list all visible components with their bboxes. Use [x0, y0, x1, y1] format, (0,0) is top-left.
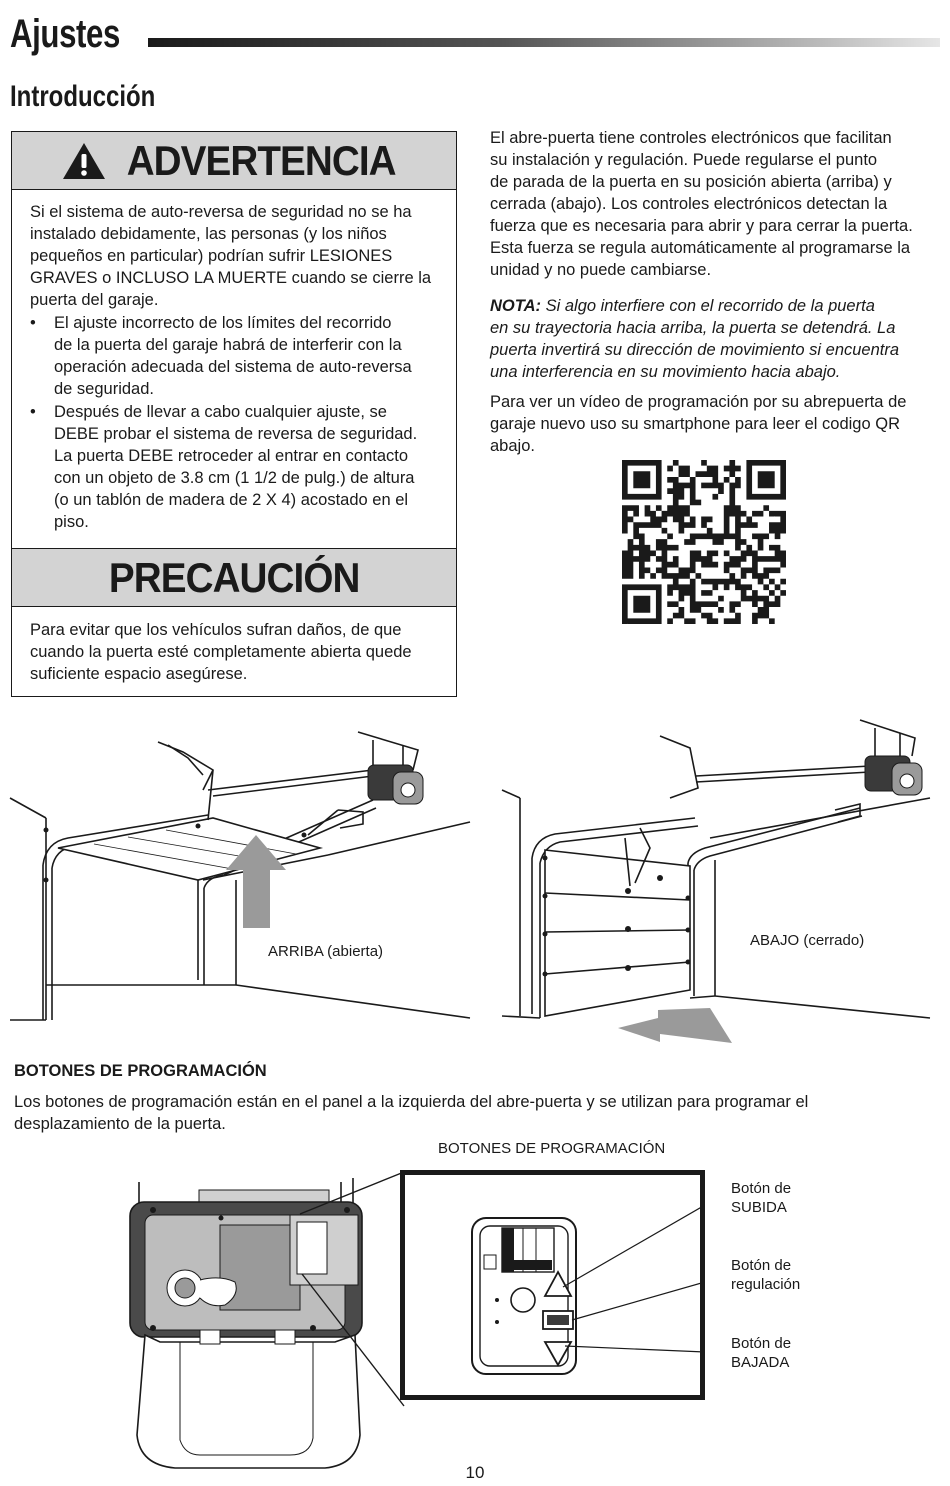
text-line: desplazamiento de la puerta.: [14, 1115, 226, 1133]
bullet-dot: •: [30, 314, 36, 332]
text-line: regulación: [731, 1276, 801, 1293]
warning-intro: [30, 201, 445, 311]
text-line: Los botones de programación están en el panel a la izquierda del abre-puerta y se utilizan para programar el: [14, 1093, 809, 1111]
text-line: DEBE probar el sistema de reversa de seguridad.: [54, 425, 418, 443]
text-line: unidad y no puede cambiarse.: [490, 261, 712, 279]
text-line: puerta del garaje.: [30, 291, 159, 309]
text-line: en su trayectoria hacia arriba, la puerta se detendrá. La: [490, 319, 896, 337]
text-line: Para evitar que los vehículos sufran daños, de que: [30, 621, 402, 639]
warning-box: [11, 131, 457, 697]
programming-figure-label: BOTONES DE PROGRAMACIÓN: [438, 1140, 666, 1157]
page-title: Ajustes: [10, 12, 120, 56]
text-line: cerrada (abajo). Los controles electrónicos detectan la: [490, 195, 888, 213]
qr-pattern: [622, 460, 786, 624]
text-line: instalado debidamente, las personas (y los niños: [30, 225, 387, 243]
section-title: Introducción: [10, 80, 156, 113]
text-line: de la puerta del garaje habrá de interferir con la: [54, 336, 402, 354]
callout-up-button: [731, 1179, 791, 1217]
text-line: su instalación y regulación. Puede regularse el punto: [490, 151, 878, 169]
detail-connector: [290, 1170, 410, 1410]
text-line: abajo.: [490, 437, 535, 455]
page-number: 10: [465, 1463, 485, 1482]
opener-motor-icon: [368, 765, 423, 804]
text-line: Botón de: [731, 1335, 792, 1352]
qr-code[interactable]: [622, 460, 786, 624]
text-line: El ajuste incorrecto de los límites del recorrido: [54, 314, 392, 332]
text-line: suficiente espacio asegúrese.: [30, 665, 248, 683]
text-line: piso.: [54, 513, 89, 531]
text-line: de seguridad.: [54, 380, 154, 398]
text-line: Esta fuerza se regula automáticamente al programarse la: [490, 239, 911, 257]
garage-door-down-illustration: [500, 718, 940, 1048]
text-line: Después de llevar a cabo cualquier ajuste, se: [54, 403, 387, 421]
text-line: garaje nuevo uso su smartphone para leer el codigo QR: [490, 415, 900, 433]
callout-adjust-button: [731, 1256, 800, 1294]
text-line: BAJADA: [731, 1354, 790, 1371]
figure-label-up: ARRIBA (abierta): [268, 943, 384, 960]
caution-heading: PRECAUCIÓN: [108, 553, 360, 601]
text-line: Si el sistema de auto-reversa de seguridad no se ha: [30, 203, 412, 221]
figure-label-down: ABAJO (cerrado): [750, 932, 865, 949]
text-line: El abre-puerta tiene controles electrónicos que facilitan: [490, 129, 892, 147]
caution-text: [30, 619, 445, 685]
text-line: fuerza que es necesaria para abrir y para cerrar la puerta.: [490, 217, 913, 235]
opener-motor-icon: [865, 756, 922, 795]
programming-description: [14, 1091, 934, 1135]
programming-panel-detail: [400, 1170, 705, 1400]
text-line: GRAVES o INCLUSO LA MUERTE cuando se cierre la: [30, 269, 432, 287]
bullet-dot: •: [30, 403, 36, 421]
callout-down-button: [731, 1334, 791, 1372]
text-line: de parada de la puerta en su posición abierta (arriba) y: [490, 173, 892, 191]
arrow-left-icon: [618, 1008, 732, 1043]
text-line: cuando la puerta esté completamente abierta quede: [30, 643, 412, 661]
garage-door-up-illustration: [8, 730, 478, 1030]
text-line: Para ver un vídeo de programación por su abrepuerta de: [490, 393, 907, 411]
note-paragraph: [490, 295, 935, 383]
warning-header: [12, 132, 456, 190]
text-line: una interferencia en su movimiento hacia abajo.: [490, 363, 841, 381]
text-line: con un objeto de 3.8 cm (1 1/2 de pulg.) de altura: [54, 469, 415, 487]
text-line: Botón de: [731, 1257, 792, 1274]
caution-header: [12, 548, 456, 607]
text-line: Botón de: [731, 1180, 792, 1197]
title-rule: [148, 38, 940, 47]
text-line: SUBIDA: [731, 1199, 787, 1216]
warning-heading: ADVERTENCIA: [126, 136, 396, 184]
qr-instructions: [490, 391, 935, 457]
text-line: (o un tablón de madera de 2 X 4) acostado en el: [54, 491, 409, 509]
warning-triangle-icon: [61, 141, 107, 181]
text-line: pequeños en particular) podrían sufrir LESIONES: [30, 247, 393, 265]
intro-paragraph: [490, 127, 935, 281]
programming-heading: BOTONES DE PROGRAMACIÓN: [14, 1062, 267, 1080]
text-line: Si algo interfiere con el recorrido de la puerta: [541, 297, 875, 315]
text-line: puerta invertirá su dirección de movimiento si encuentra: [490, 341, 900, 359]
note-label: NOTA:: [490, 297, 542, 315]
text-line: La puerta DEBE retroceder al entrar en contacto: [54, 447, 409, 465]
text-line: operación adecuada del sistema de auto-reversa: [54, 358, 412, 376]
adjust-button-icon: [543, 1311, 573, 1329]
